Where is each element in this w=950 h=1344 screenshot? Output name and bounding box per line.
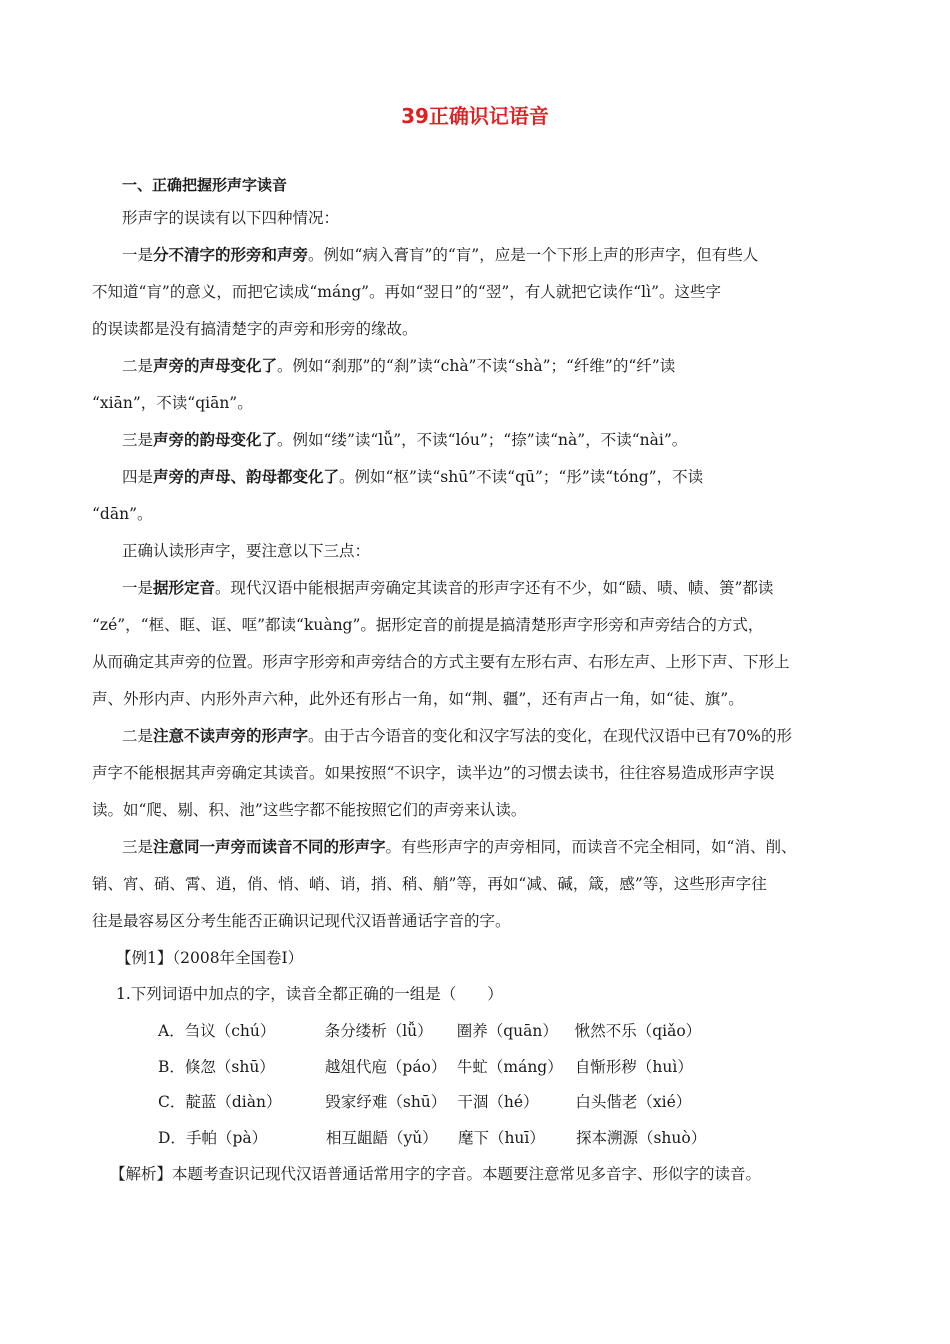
option-b: B．倏忽（shū） 越俎代庖（páo） 牛虻（máng） 自惭形秽（huì） — [158, 1057, 693, 1076]
question-text: 1.下列词语中加点的字，读音全都正确的一组是（ ） — [116, 985, 503, 1003]
paragraph-case-1: 一是分不清字的形旁和声旁。例如“病入膏肓”的“肓”，应是一个下形上声的形声字，但有些人 不知道“肓”的意义，而把它读成“máng”。再如“翌日”的“翌”，有人就把它读作“lì”。这些字 的误读都是没有搞清楚字的声旁和形旁的缘故。 — [92, 246, 759, 338]
analysis-text: 【解析】本题考查识记现代汉语普通话常用字的字音。本题要注意常见多音字、形似字的读音。 — [110, 1165, 762, 1183]
paragraph-case-3: 三是声旁的韵母变化了。例如“缕”读“lǚ”，不读“lóu”；“捺”读“nà”，不读“nài”。 — [122, 431, 688, 449]
options-list — [92, 1014, 866, 1156]
paragraph-point-1: 一是据形定音。现代汉语中能根据声旁确定其读音的形声字还有不少，如“赜、啧、帻、箦”都读 “zé”，“框、眶、诓、哐”都读“kuàng”。据形定音的前提是搞清楚形声字形旁和声旁结合的方式， 从而确定其声旁的位置。形声字形旁和声旁结合的方式主要有左形右声、右形左声、上形下声、下形上 声、外形内声、内形外声六种，此外还有形占一角，如“荆、疆”，还有声占一角，如“徒、旗”。 — [92, 579, 790, 708]
section-heading: 一、正确把握形声字读音 — [122, 176, 288, 194]
paragraph-intro-2: 正确认读形声字，要注意以下三点： — [122, 542, 371, 560]
option-d: D．手帕（pà） 相互龃龉（yǔ） 麾下（huī） 探本溯源（shuò） — [158, 1128, 707, 1147]
paragraph-case-2: 二是声旁的声母变化了。例如“刹那”的“刹”读“chà”不读“shà”；“纤维”的“纤”读 “xiān”，不读“qiān”。 — [92, 357, 676, 412]
paragraph-point-3: 三是注意同一声旁而读音不同的形声字。有些形声字的声旁相同，而读音不完全相同，如“消、削、 销、宵、硝、霄、逍，俏、悄、峭、诮，捎、稍、艄”等，再如“减、碱，箴，感”等，这些形声字往 往是最容易区分考生能否正确识记现代汉语普通话字音的字。 — [92, 838, 797, 930]
option-c: C．靛蓝（diàn） 毁家纾难（shū） 干涸（hé） 白头偕老（xié） — [158, 1093, 692, 1111]
page-title: 39正确识记语音 — [401, 104, 549, 128]
document-body — [92, 170, 866, 1192]
paragraph-point-2: 二是注意不读声旁的形声字。由于古今语音的变化和汉字写法的变化，在现代汉语中已有70%的形 声字不能根据其声旁确定其读音。如果按照“不识字，读半边”的习惯去读书，往往容易造成形声字误 读。如“爬、剔、积、池”这些字都不能按照它们的声旁来认读。 — [92, 727, 792, 819]
example-label: 【例1】（2008年全国卷Ⅰ） — [116, 949, 304, 967]
option-a: A．刍议（chú） 条分缕析（lǚ） 圈养（quān） 愀然不乐（qiǎo） — [158, 1022, 702, 1040]
paragraph-case-4: 四是声旁的声母、韵母都变化了。例如“枢”读“shū”不读“qū”；“彤”读“tóng”，不读 “dān”。 — [92, 468, 704, 523]
paragraph-intro: 形声字的误读有以下四种情况： — [122, 209, 340, 227]
